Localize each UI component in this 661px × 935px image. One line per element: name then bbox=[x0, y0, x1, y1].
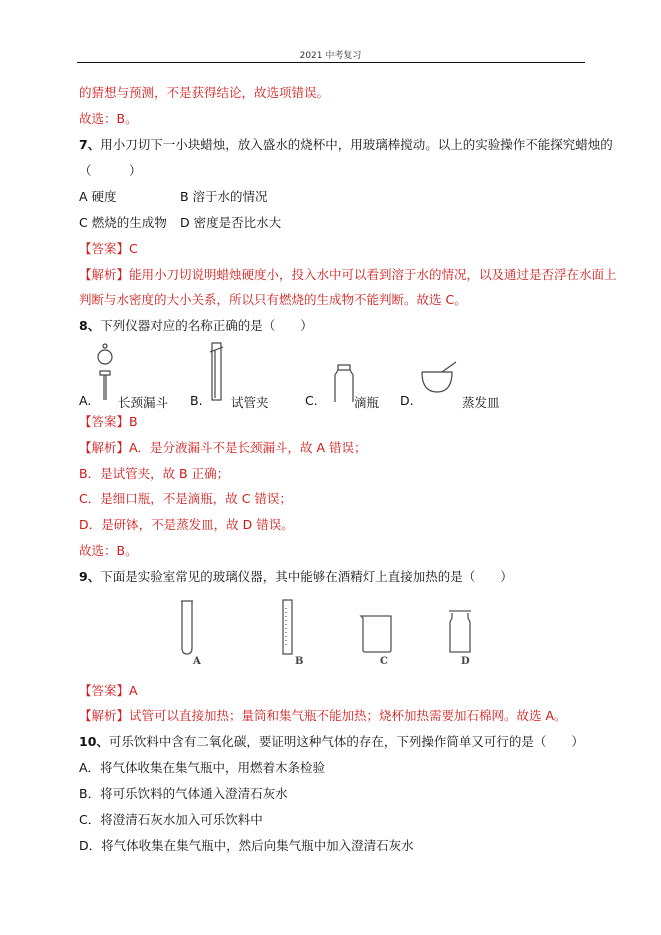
q7-analysis-1: 【解析】能用小刀切说明蜡烛硬度小，投入水中可以看到溶于水的情况，以及通过是否浮在水面上 bbox=[79, 267, 617, 282]
q9-caption-a: A bbox=[193, 656, 201, 667]
separatory-funnel-figure bbox=[98, 344, 112, 400]
q8-analysis-a: 【解析】A．是分液漏斗不是长颈漏斗，故 A 错误； bbox=[79, 440, 367, 455]
q9-stem-text: 下面是实验室常见的玻璃仪器，其中能够在酒精灯上直接加热的是（ ） bbox=[100, 569, 513, 584]
q8-answer: 【答案】B bbox=[79, 414, 138, 429]
q10-option-a: A．将气体收集在集气瓶中，用燃着木条检验 bbox=[79, 760, 326, 775]
q7-blank: （ ） bbox=[79, 163, 142, 178]
q7-answer: 【答案】C bbox=[79, 241, 138, 256]
q7-stem bbox=[79, 137, 613, 153]
prev-choice: 故选：B。 bbox=[79, 111, 138, 126]
q9-stem bbox=[79, 569, 513, 585]
q8-analysis-c: C．是细口瓶，不是滴瓶，故 C 错误； bbox=[79, 491, 292, 506]
q8-option-b-name: 试管夹 bbox=[231, 395, 269, 410]
q9-analysis: 【解析】试管可以直接加热；量筒和集气瓶不能加热；烧杯加热需要加石棉网。故选 A。 bbox=[79, 708, 567, 723]
q7-option-d: D 密度是否比水大 bbox=[180, 215, 282, 230]
q8-option-a-name: 长颈漏斗 bbox=[118, 395, 169, 410]
prev-analysis-tail: 的猜想与预测，不是获得结论，故选项错误。 bbox=[79, 85, 330, 100]
q8-stem bbox=[79, 318, 313, 334]
q8-option-d-letter: D. bbox=[400, 393, 414, 408]
q7-stem-text: 用小刀切下一小块蜡烛，放入盛水的烧杯中，用玻璃棒搅动。以上的实验操作不能探究蜡烛的 bbox=[100, 137, 613, 152]
q10-stem-text: 可乐饮料中含有二氧化碳，要证明这种气体的存在，下列操作简单又可行的是（ ） bbox=[108, 734, 584, 749]
beaker-figure bbox=[361, 616, 391, 652]
q8-option-d-name: 蒸发皿 bbox=[462, 395, 500, 410]
q10-option-c: C．将澄清石灰水加入可乐饮料中 bbox=[79, 812, 263, 827]
q8-option-a-letter: A. bbox=[79, 393, 92, 408]
q8-analysis-d: D．是研钵，不是蒸发皿，故 D 错误。 bbox=[79, 517, 294, 532]
q8-number: 8、 bbox=[79, 318, 101, 333]
q8-choice: 故选：B。 bbox=[79, 543, 138, 558]
page-header: 2021 中考复习 bbox=[299, 51, 362, 61]
q8-option-c-name: 滴瓶 bbox=[354, 395, 380, 410]
q9-caption-c: C bbox=[380, 656, 388, 667]
q10-stem bbox=[79, 734, 584, 750]
gas-jar-figure bbox=[449, 611, 471, 652]
q7-option-b: B 溶于水的情况 bbox=[180, 189, 268, 204]
q8-stem-text: 下列仪器对应的名称正确的是（ ） bbox=[100, 318, 313, 333]
q8-analysis-b: B．是试管夹，故 B 正确； bbox=[79, 466, 230, 481]
q10-option-d: D．将气体收集在集气瓶中，然后向集气瓶中加入澄清石灰水 bbox=[79, 838, 414, 853]
q10-option-b: B．将可乐饮料的气体通入澄清石灰水 bbox=[79, 786, 288, 801]
q8-option-b-letter: B. bbox=[190, 393, 203, 408]
q8-option-c-letter: C. bbox=[305, 393, 318, 408]
bottle-figure bbox=[335, 365, 353, 402]
graduated-cylinder-figure bbox=[283, 600, 292, 654]
q9-answer: 【答案】A bbox=[79, 683, 138, 698]
q10-number: 10、 bbox=[79, 734, 109, 749]
test-tube-holder-figure bbox=[210, 343, 223, 400]
header-rule bbox=[77, 62, 585, 63]
q7-number: 7、 bbox=[79, 137, 101, 152]
q9-caption-b: B bbox=[295, 656, 304, 667]
q9-glassware-figures bbox=[180, 598, 490, 658]
q7-option-c: C 燃烧的生成物 bbox=[79, 215, 167, 230]
q9-number: 9、 bbox=[79, 569, 101, 584]
q7-option-a: A 硬度 bbox=[79, 189, 117, 204]
q9-caption-d: D bbox=[461, 656, 470, 667]
test-tube-figure bbox=[181, 601, 193, 654]
q7-analysis-2: 判断与水密度的大小关系，所以只有燃烧的生成物不能判断。故选 C。 bbox=[79, 292, 467, 307]
